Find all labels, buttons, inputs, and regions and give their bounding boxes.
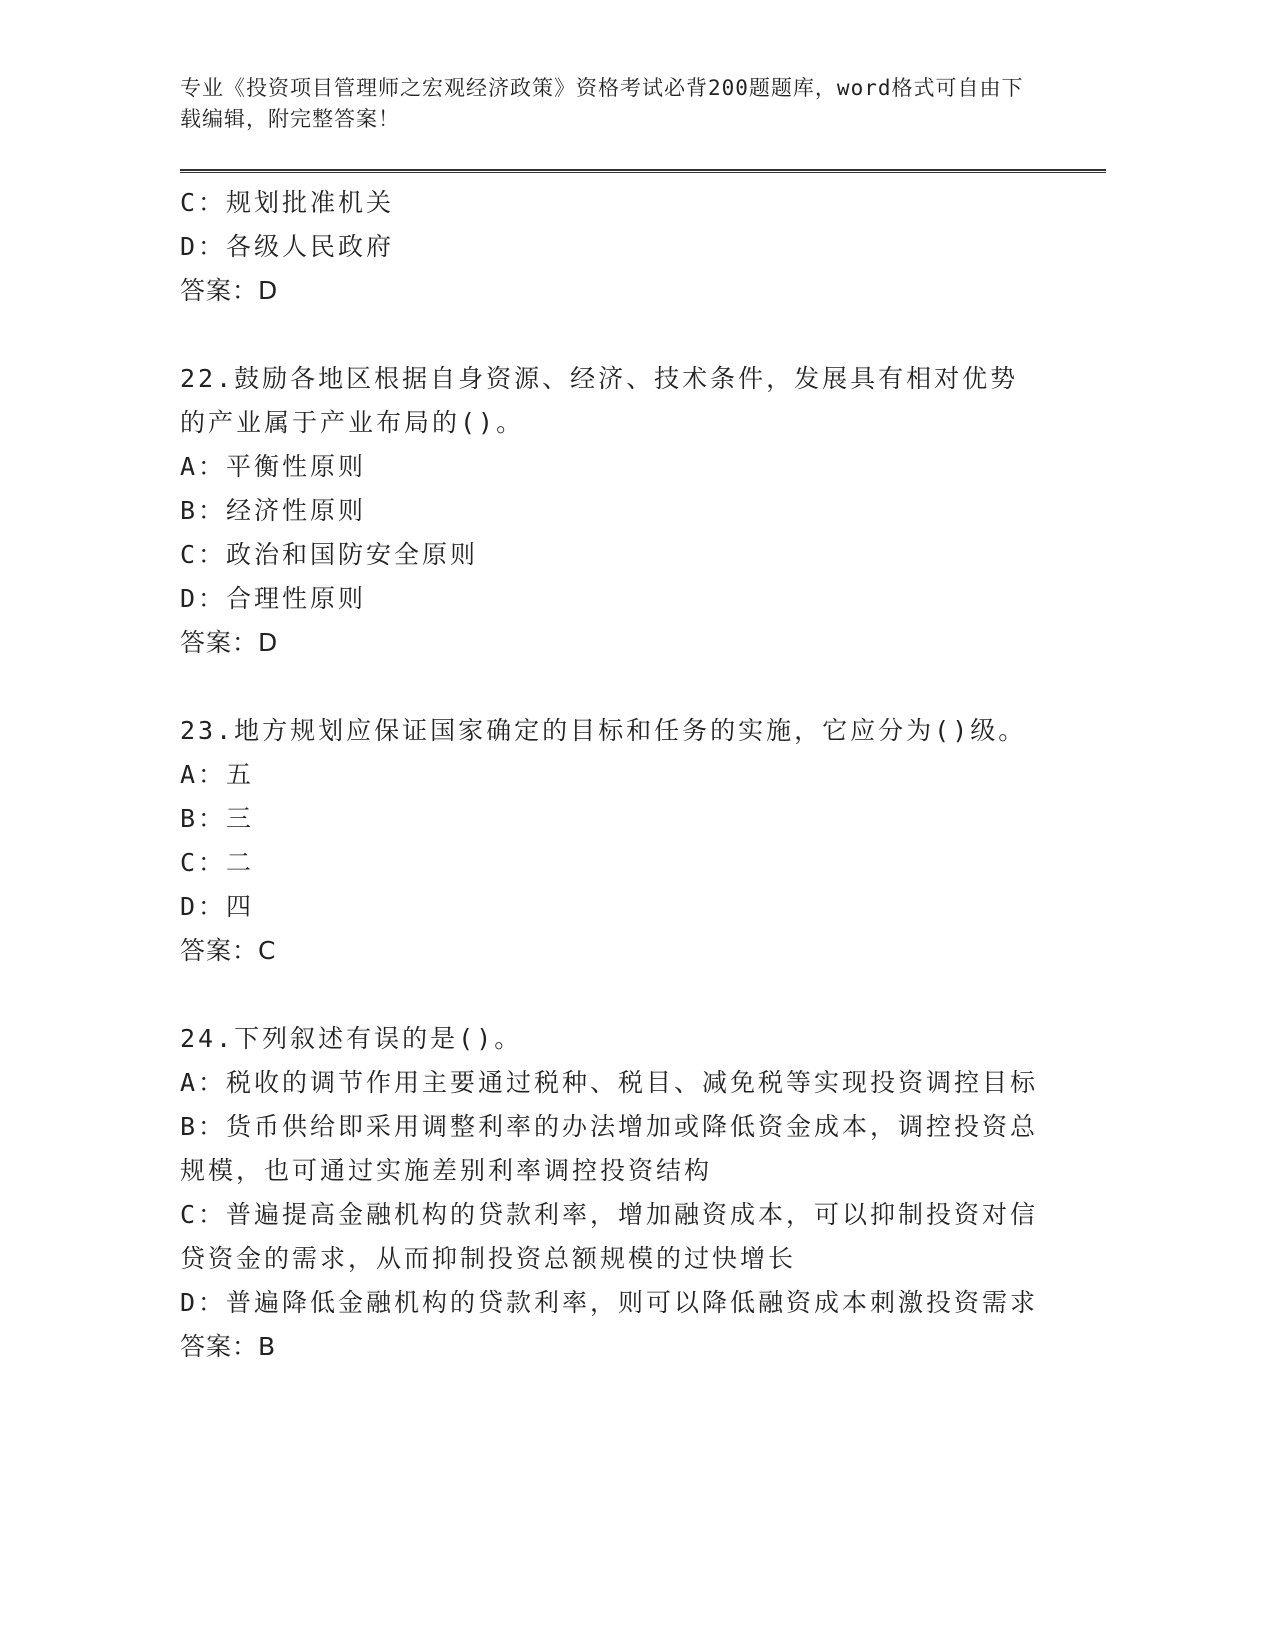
option-d: D：合理性原则	[180, 584, 367, 613]
option-b: B：三	[180, 804, 255, 833]
option-d: D：四	[180, 892, 255, 921]
spacer	[180, 665, 1040, 709]
option-a: A：平衡性原则	[180, 452, 367, 481]
option-c: C：普遍提高金融机构的贷款利率，增加融资成本，可以抑制投资对信贷资金的需求，从而抑制投资总额规模的过快增长	[180, 1200, 1039, 1273]
answer-line: 答案：D	[180, 628, 279, 657]
option-c: C：规划批准机关	[180, 188, 395, 217]
option-b: B：经济性原则	[180, 496, 367, 525]
page-header: 专业《投资项目管理师之宏观经济政策》资格考试必背200题题库，word格式可自由下载编辑，附完整答案！	[180, 76, 1024, 131]
option-a: A：税收的调节作用主要通过税种、税目、减免税等实现投资调控目标	[180, 1068, 1039, 1097]
option-a: A：五	[180, 760, 255, 789]
question-content	[180, 181, 1040, 1369]
answer-line: 答案：D	[180, 276, 279, 305]
prev-question-tail	[180, 181, 1040, 313]
spacer	[180, 973, 1040, 1017]
option-c: C：二	[180, 848, 255, 877]
header-divider	[180, 169, 1106, 173]
question-stem: 23.地方规划应保证国家确定的目标和任务的实施，它应分为()级。	[180, 716, 1027, 745]
option-b: B：货币供给即采用调整利率的办法增加或降低资金成本，调控投资总规模，也可通过实施差别利率调控投资结构	[180, 1112, 1039, 1185]
spacer	[180, 313, 1040, 357]
question-stem: 22.鼓励各地区根据自身资源、经济、技术条件，发展具有相对优势的产业属于产业布局的()。	[180, 364, 1019, 437]
question-24	[180, 1017, 1040, 1369]
option-d: D：各级人民政府	[180, 232, 395, 261]
answer-line: 答案：C	[180, 936, 277, 965]
option-c: C：政治和国防安全原则	[180, 540, 479, 569]
question-23	[180, 709, 1040, 973]
answer-line: 答案：B	[180, 1332, 277, 1361]
option-d: D：普遍降低金融机构的贷款利率，则可以降低融资成本刺激投资需求	[180, 1288, 1039, 1317]
question-stem: 24.下列叙述有误的是()。	[180, 1024, 523, 1053]
question-22	[180, 357, 1040, 665]
